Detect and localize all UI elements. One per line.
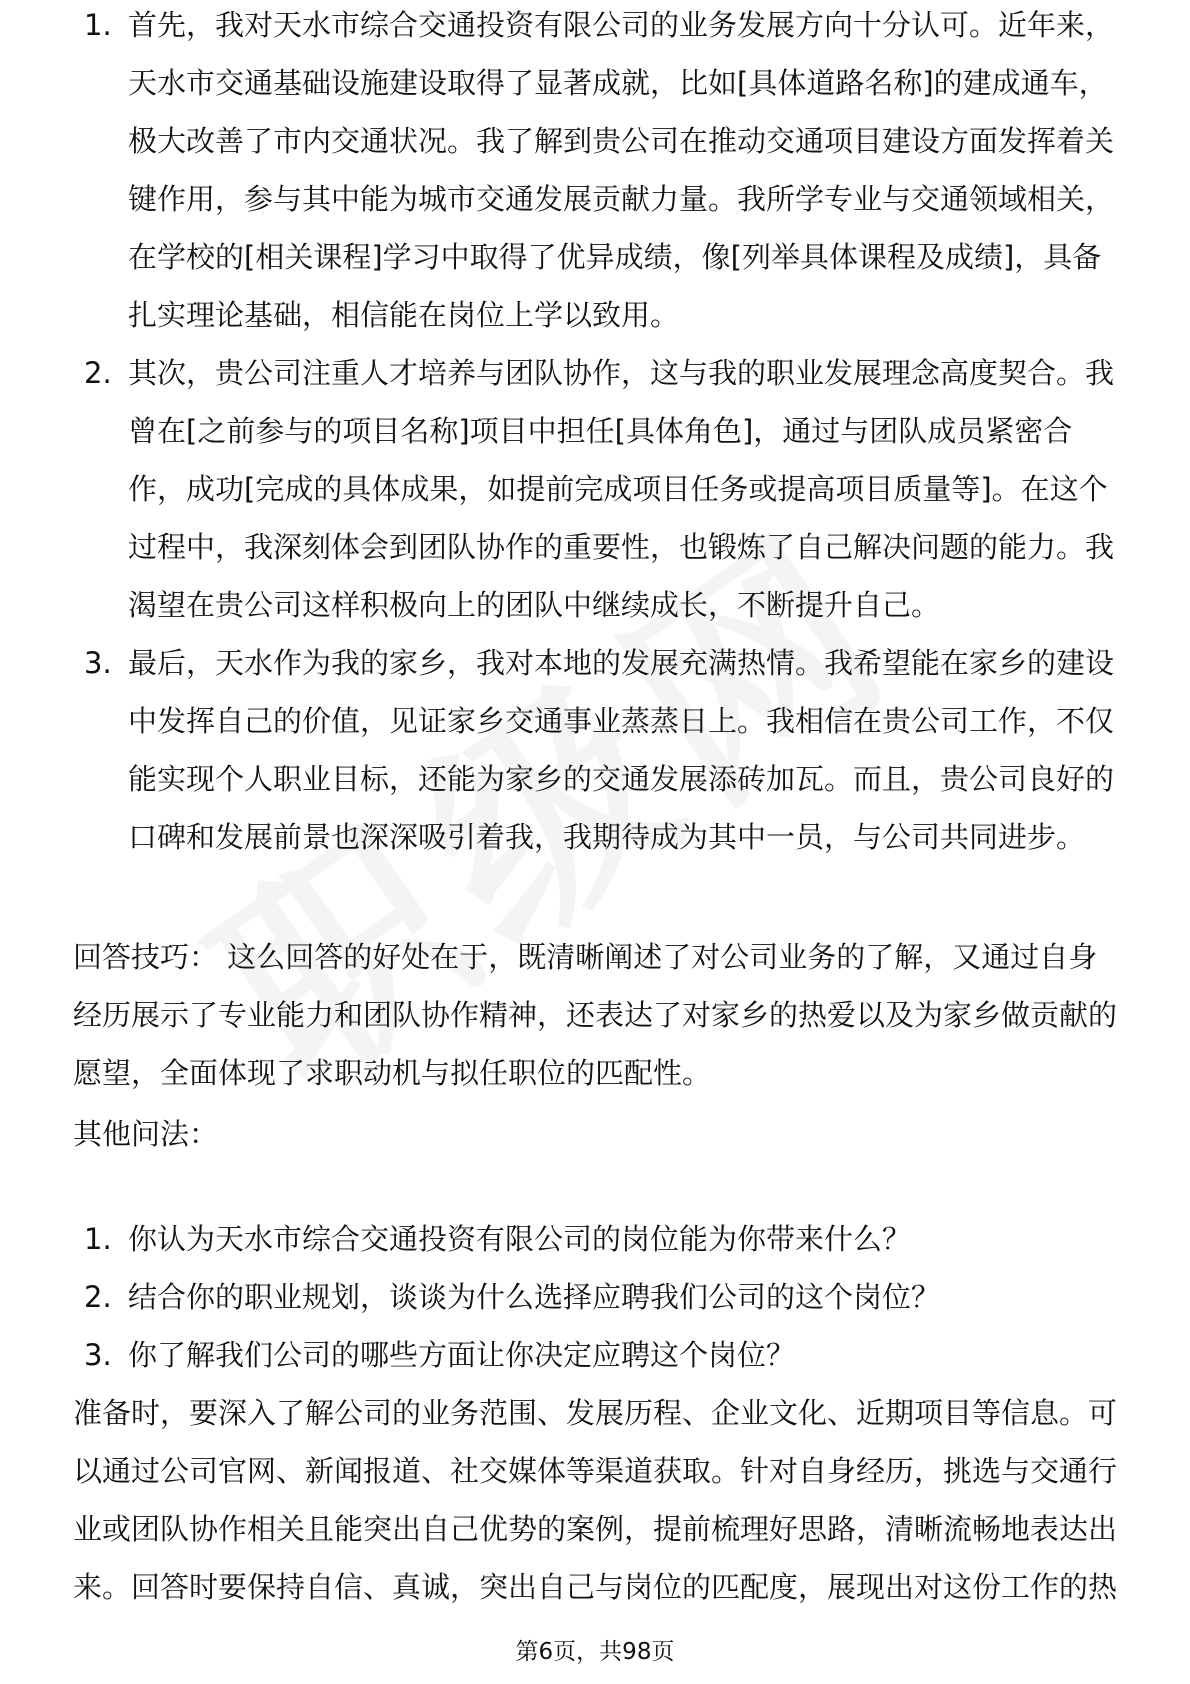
other-questions-list [70, 1210, 1120, 1384]
list-item-text: 结合你的职业规划，谈谈为什么选择应聘我们公司的这个岗位？ [128, 1280, 941, 1314]
list-item-text: 其次，贵公司注重人才培养与团队协作，这与我的职业发展理念高度契合。我曾在[之前参与的项目名称]项目中担任[具体角色]，通过与团队成员紧密合作，成功[完成的具体成果，如提前完成项目任务或提高项目质量等]。在这个过程中，我深刻体会到团队协作的重要性，也锻炼了自己解决问题的能力。我渴望在贵公司这样积极向上的团队中继续成长，不断提升自己。 [128, 356, 1115, 622]
list-item-number: 3. [84, 1338, 112, 1372]
list-item [70, 344, 1120, 634]
list-item [70, 1326, 1120, 1384]
answer-tips-paragraph: 回答技巧： 这么回答的好处在于，既清晰阐述了对公司业务的了解，又通过自身经历展示了专业能力和团队协作精神，还表达了对家乡的热爱以及为家乡做贡献的愿望，全面体现了求职动机与拟任职位的匹配性。 [73, 940, 1118, 1090]
other-questions-heading: 其他问法： [73, 1117, 219, 1151]
list-item-text: 首先，我对天水市综合交通投资有限公司的业务发展方向十分认可。近年来，天水市交通基础设施建设取得了显著成就，比如[具体道路名称]的建成通车，极大改善了市内交通状况。我了解到贵公司在推动交通项目建设方面发挥着关键作用，参与其中能为城市交通发展贡献力量。我所学专业与交通领域相关，在学校的[相关课程]学习中取得了优异成绩，像[列举具体课程及成绩]，具备扎实理论基础，相信能在岗位上学以致用。 [128, 8, 1115, 332]
list-item-text: 你了解我们公司的哪些方面让你决定应聘这个岗位？ [128, 1338, 796, 1372]
list-item [70, 634, 1120, 866]
list-item-number: 1. [84, 1222, 112, 1256]
list-item-number: 1. [84, 8, 112, 42]
preparation-paragraph: 准备时，要深入了解公司的业务范围、发展历程、企业文化、近期项目等信息。可以通过公司官网、新闻报道、社交媒体等渠道获取。针对自身经历，挑选与交通行业或团队协作相关且能突出自己优势的案例，提前梳理好思路，清晰流畅地表达出来。回答时要保持自信、真诚，突出自己与岗位的匹配度，展现出对这份工作的热 [73, 1396, 1118, 1604]
answer-list [70, 0, 1120, 866]
list-item-number: 2. [84, 1280, 112, 1314]
page-number: 第6页，共98页 [515, 1639, 675, 1665]
list-item [70, 0, 1120, 344]
list-item [70, 1210, 1120, 1268]
list-item-text: 你认为天水市综合交通投资有限公司的岗位能为你带来什么？ [128, 1222, 912, 1256]
list-item-text: 最后，天水作为我的家乡，我对本地的发展充满热情。我希望能在家乡的建设中发挥自己的价值，见证家乡交通事业蒸蒸日上。我相信在贵公司工作，不仅能实现个人职业目标，还能为家乡的交通发展添砖加瓦。而且，贵公司良好的口碑和发展前景也深深吸引着我，我期待成为其中一员，与公司共同进步。 [128, 646, 1115, 854]
list-item-number: 3. [84, 646, 112, 680]
list-item-number: 2. [84, 356, 112, 390]
list-item [70, 1268, 1120, 1326]
